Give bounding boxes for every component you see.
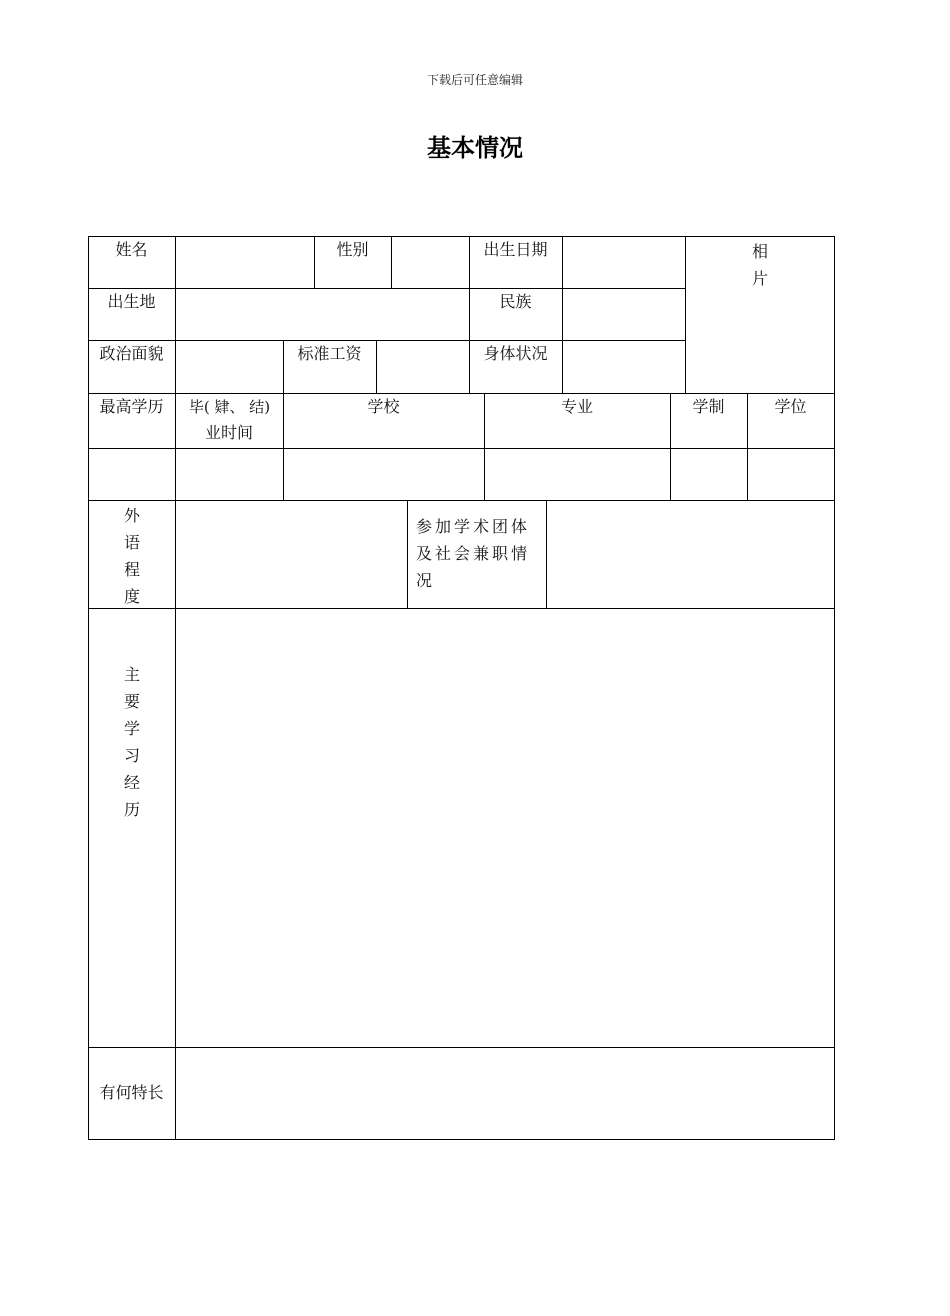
label-photo: 相 片 bbox=[751, 242, 768, 288]
table-line-row1-gender-label-end bbox=[391, 236, 392, 289]
table-line-edu-header-bottom bbox=[88, 448, 835, 449]
label-name: 姓名 bbox=[115, 240, 148, 259]
label-health: 身体状况 bbox=[483, 344, 548, 363]
table-line-row1-left-bottom bbox=[88, 288, 175, 289]
page-title: 基本情况 bbox=[427, 134, 523, 162]
label-standard-salary: 标准工资 bbox=[297, 344, 362, 363]
label-academic-societies: 参加学术团体及社会兼职情况 bbox=[416, 517, 531, 590]
table-line-row1-bottom bbox=[175, 288, 686, 289]
table-line-academic-label-end bbox=[546, 500, 547, 609]
label-political-status: 政治面貌 bbox=[99, 344, 164, 363]
label-highest-degree: 最高学历 bbox=[99, 397, 164, 416]
label-birth-date: 出生日期 bbox=[483, 240, 548, 259]
label-duration: 学制 bbox=[692, 397, 725, 416]
table-line-row3-bottom bbox=[88, 393, 835, 394]
table-border-left bbox=[88, 236, 89, 1140]
label-degree: 学位 bbox=[774, 397, 807, 416]
label-ethnicity: 民族 bbox=[499, 292, 532, 311]
table-border-bottom bbox=[88, 1139, 835, 1140]
table-line-label-column bbox=[175, 236, 176, 1140]
table-line-history-bottom bbox=[88, 1047, 835, 1048]
table-line-language-value-end bbox=[407, 500, 408, 609]
table-line-edu-row-bottom bbox=[88, 500, 835, 501]
table-line-row1-birth-label-end bbox=[562, 236, 563, 394]
table-line-language-bottom bbox=[88, 608, 835, 609]
table-border-right bbox=[834, 236, 835, 1140]
label-specialties: 有何特长 bbox=[99, 1083, 164, 1102]
table-line-row3-salary-label-end bbox=[376, 340, 377, 394]
header-note: 下载后可任意编辑 bbox=[426, 73, 523, 87]
label-birthplace: 出生地 bbox=[107, 292, 156, 311]
label-major: 专业 bbox=[560, 397, 593, 416]
label-gender: 性别 bbox=[336, 240, 369, 259]
label-foreign-language: 外 语 程 度 bbox=[123, 506, 140, 606]
table-border-top bbox=[88, 236, 835, 237]
label-study-history: 主 要 学 习 经 历 bbox=[123, 665, 140, 819]
table-line-photo-left bbox=[685, 236, 686, 394]
label-graduation-time-line2: 业时间 bbox=[204, 423, 253, 442]
label-graduation-time-line1: 毕( 肄、 结) bbox=[188, 398, 271, 416]
label-school: 学校 bbox=[367, 397, 400, 416]
table-line-row2-bottom bbox=[88, 340, 686, 341]
